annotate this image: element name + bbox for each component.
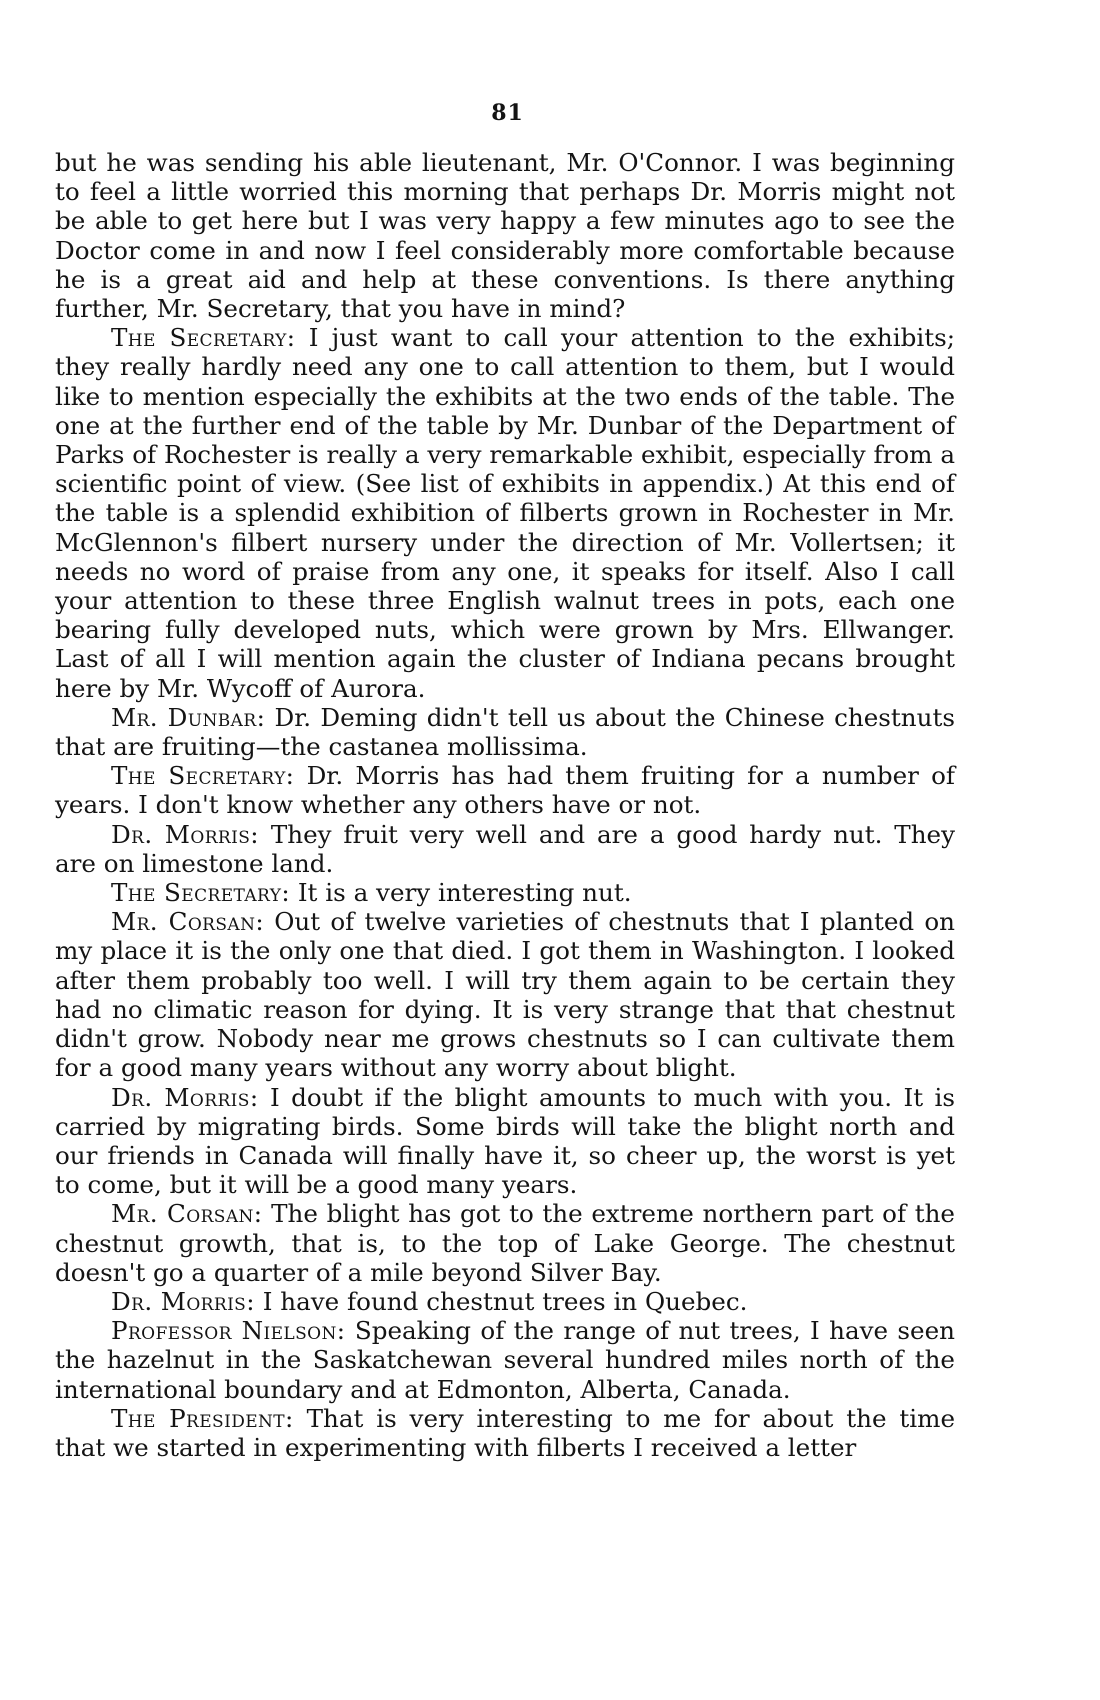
speaker-name: Dr. Morris: <box>111 819 259 849</box>
speaker-name: Mr. Corsan: <box>111 1199 263 1229</box>
speaker-name: The Secretary: <box>111 878 291 908</box>
paragraph-morris-blight <box>55 1083 955 1200</box>
paragraph-morris-quebec <box>55 1287 955 1316</box>
speech-text: I just want to call your attention to the exhibits; they really hardly need any one to call attention to them, but I would like to mention especially the exhibits at the two ends of the table. The one at the further end of the table by Mr. Dunbar of the Department of Parks of Rochester is really a very remarkable exhibit, especially from a scientific point of view. (See list of exhibits in appendix.) At this end of the table is a splendid exhibition of filberts grown in Rochester in Mr. McGlennon's filbert nursery under the direction of Mr. Vollertsen; it needs no word of praise from any one, it speaks for itself. Also I call your attention to these three English walnut trees in pots, each one bearing fully developed nuts, which were grown by Mrs. Ellwanger. Last of all I will mention again the cluster of Indiana pecans brought here by Mr. Wycoff of Aurora. <box>55 323 955 703</box>
speech-text: Dr. Deming didn't tell us about the Chinese chestnuts that are fruiting—the castanea mollissima. <box>55 702 955 762</box>
speaker-name: Dr. Morris: <box>111 1286 255 1316</box>
speaker-name: Mr. Dunbar: <box>111 702 266 732</box>
speaker-name: Mr. Corsan: <box>111 907 265 937</box>
speaker-name: The Secretary: <box>111 323 296 353</box>
page-number: 81 <box>491 100 524 126</box>
paragraph-secretary-fruiting <box>55 761 955 819</box>
speaker-name: The Secretary: <box>111 761 295 791</box>
speaker-name: Professor Nielson: <box>111 1316 346 1346</box>
opening-paragraph: but he was sending his able lieutenant, Mr. O'Connor. I was beginning to feel a little worried this morning that perhaps Dr. Morris might not be able to get here but I was very happy a few minutes ago to see the Doctor come in and now I feel considerably more comfortable because he is a great aid and help at these conventions. Is there anything further, Mr. Secretary, that you have in mind? <box>55 148 955 324</box>
paragraph-dunbar <box>55 703 955 761</box>
speech-text: I doubt if the blight amounts to much with you. It is carried by migrating birds. Some birds will take the blight north and our friends in Canada will finally have it, so cheer up, the worst is yet to come, but it will be a good many years. <box>55 1082 955 1200</box>
transcript-body <box>55 148 955 1462</box>
paragraph-morris-hardy <box>55 820 955 878</box>
paragraph-secretary-interesting <box>55 878 955 907</box>
speaker-name: Dr. Morris: <box>111 1082 259 1112</box>
paragraph-nielson-range <box>55 1316 955 1404</box>
paragraph-corsan-varieties <box>55 907 955 1082</box>
speech-text: They fruit very well and are a good hardy nut. They are on limestone land. <box>55 819 956 878</box>
speech-text: The blight has got to the extreme northern part of the chestnut growth, that is, to the top of Lake George. The chestnut doesn't go a quarter of a mile beyond Silver Bay. <box>55 1199 955 1287</box>
paragraph-secretary-exhibits <box>55 323 955 703</box>
speech-text: Speaking of the range of nut trees, I have seen the hazelnut in the Saskatchewan several hundred miles north of the international boundary and at Edmonton, Alberta, Canada. <box>55 1316 956 1404</box>
speech-text: I have found chestnut trees in Quebec. <box>262 1286 748 1316</box>
speech-text: Out of twelve varieties of chestnuts that I planted on my place it is the only one that died. I got them in Washington. I looked after them probably too well. I will try them again to be certain they had no climatic reason for dying. It is very strange that that chestnut didn't grow. Nobody near me grows chestnuts so I can cultivate them for a good many years without any worry about blight. <box>55 907 955 1083</box>
paragraph-president-filberts <box>55 1404 955 1462</box>
speech-text: That is very interesting to me for about the time that we started in experimenting with filberts I received a letter <box>55 1403 955 1462</box>
paragraph-corsan-lake-george <box>55 1199 955 1287</box>
speech-text: Dr. Morris has had them fruiting for a number of years. I don't know whether any others have or not. <box>55 761 955 820</box>
speaker-name: The President: <box>111 1403 294 1433</box>
speech-text: It is a very interesting nut. <box>297 878 632 908</box>
